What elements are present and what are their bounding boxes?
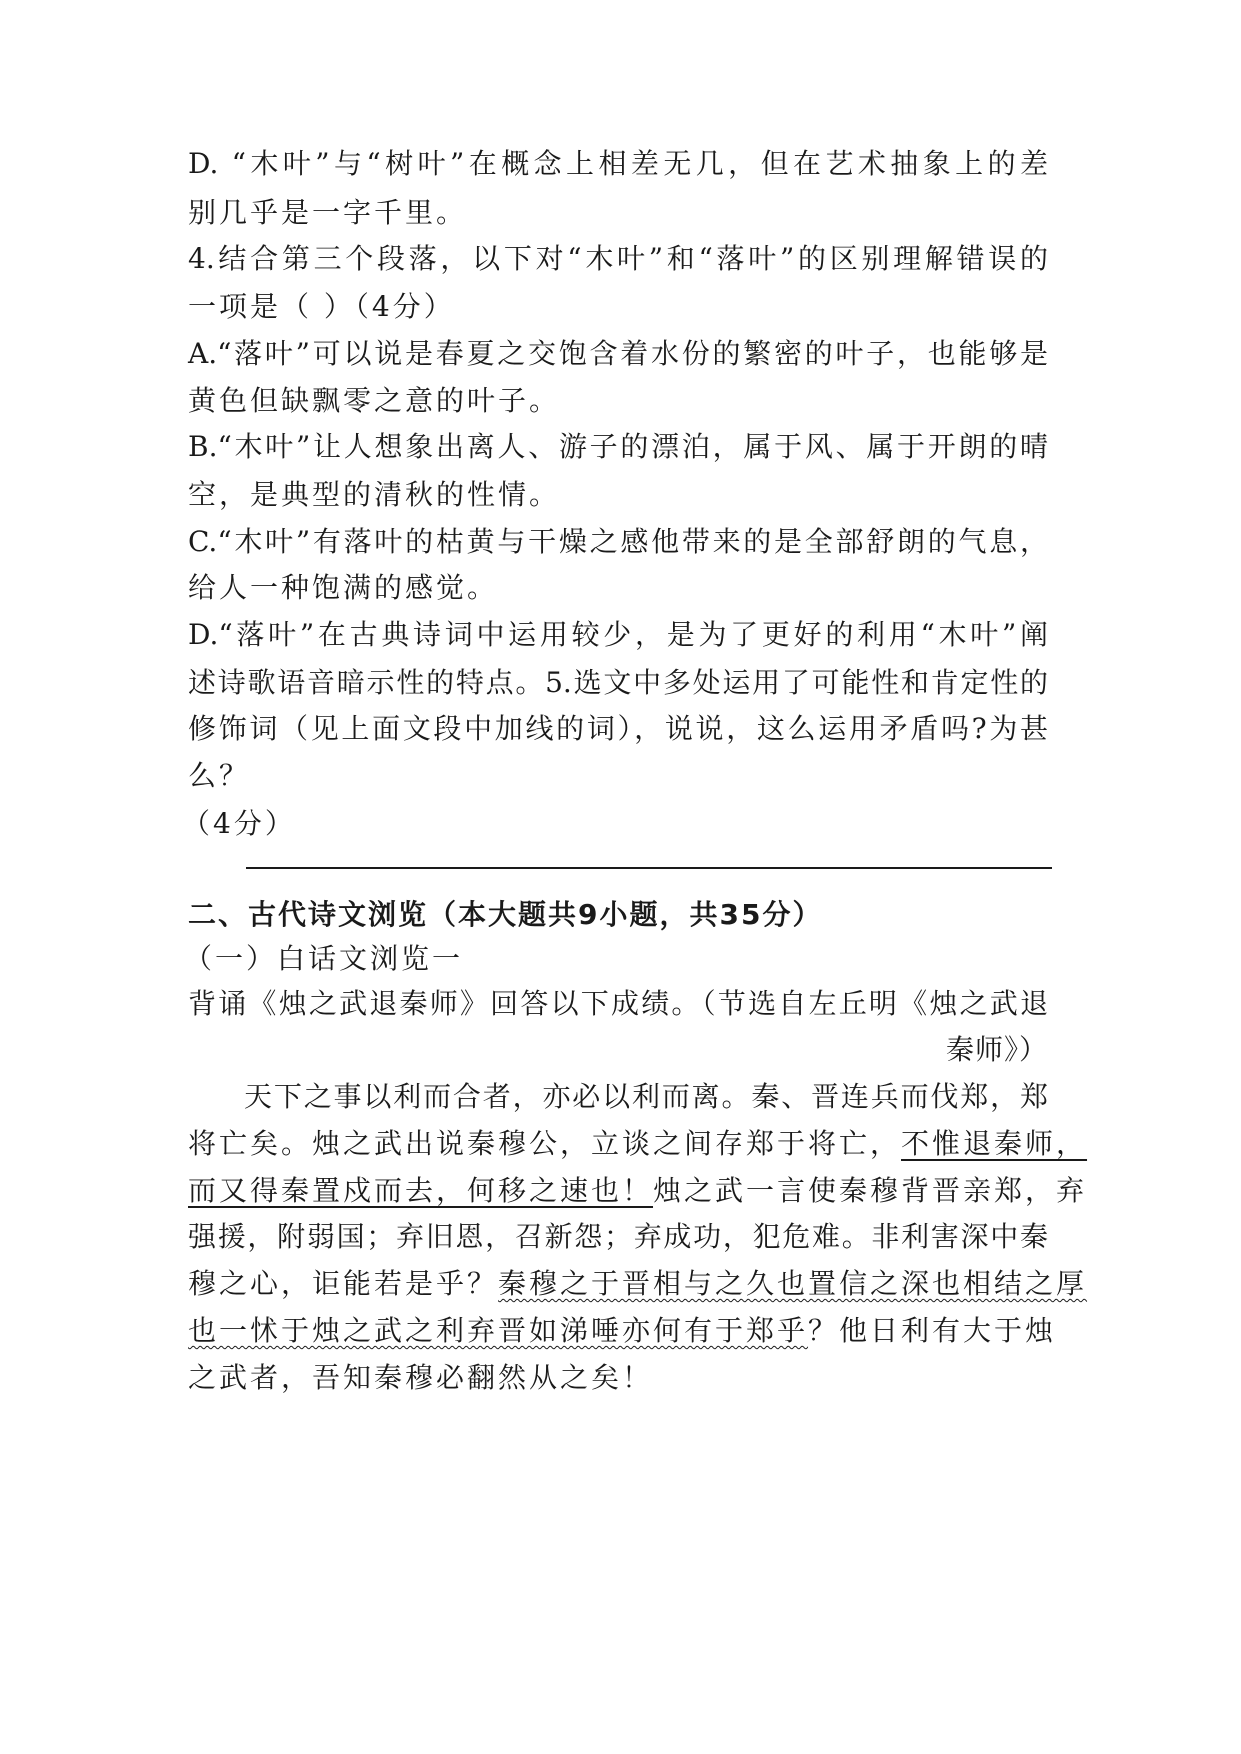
q4-stem-line2: 一项是（ ）（4分）: [188, 290, 455, 323]
passage-line4: 强援，附弱国；弃旧恩，召新怨；弃成功，犯危难。非利害深中秦: [188, 1220, 1048, 1253]
passage-line7: 之武者，吾知秦穆必翻然从之矣！: [188, 1361, 654, 1394]
section2-intro-line1: 背诵《烛之武退秦师》回答以下成绩。（节选自左丘明《烛之武退: [188, 987, 1048, 1020]
wavy-underlined-phrase-a: 秦穆之于晋相与之久也置信之深也相结之厚: [498, 1267, 1088, 1300]
section2-subheading: （一）白话文浏览一: [184, 942, 464, 975]
q4-option-d-line2-q5-start: 述诗歌语音暗示性的特点。5.选文中多处运用了可能性和肯定性的: [188, 666, 1048, 699]
passage-line2-text: 将亡矣。烛之武出说秦穆公，立谈之间存郑于将亡，: [188, 1127, 902, 1160]
q5-stem-line3: 修饰词（见上面文段中加线的词），说说，这么运用矛盾吗?为甚: [188, 712, 1048, 745]
passage-line1: 天下之事以利而合者，亦必以利而离。秦、晋连兵而伐郑，郑: [244, 1080, 1048, 1113]
underlined-phrase-1b: 而又得秦置戍而去，何移之速也！: [188, 1174, 654, 1207]
q4-option-c-line1: C.“木叶”有落叶的枯黄与干燥之感他带来的是全部舒朗的气息，: [188, 525, 1048, 558]
q4-stem-line1: 4.结合第三个段落，以下对“木叶”和“落叶”的区别理解错误的: [188, 242, 1048, 275]
passage-line5-text: 穆之心，讵能若是乎？: [188, 1267, 499, 1300]
passage-line6-text: ？他日利有大于烛: [808, 1314, 1057, 1347]
q3-option-d-line1: D. “木叶”与“树叶”在概念上相差无几，但在艺术抽象上的差: [188, 147, 1048, 180]
section2-heading: 二、古代诗文浏览（本大题共9小题，共35分）: [188, 898, 823, 931]
passage-line2: [188, 1126, 1088, 1162]
q4-option-b-line1: B.“木叶”让人想象出离人、游子的漂泊，属于风、属于开朗的晴: [188, 430, 1048, 463]
passage-line5: [188, 1266, 1088, 1302]
q4-option-d-line1: D.“落叶”在古典诗词中运用较少，是为了更好的利用“木叶”阐: [188, 618, 1048, 651]
q5-answer-line[interactable]: [246, 867, 1052, 869]
q4-option-a-line2: 黄色但缺飘零之意的叶子。: [188, 384, 561, 417]
q4-option-b-line2: 空，是典型的清秋的性情。: [188, 478, 561, 511]
q4-option-a-line1: A.“落叶”可以说是春夏之交饱含着水份的繁密的叶子，也能够是: [188, 337, 1048, 370]
passage-line3: [188, 1173, 1088, 1209]
q5-stem-line4: 么？: [188, 759, 251, 792]
passage-line6: [188, 1313, 1057, 1349]
underlined-phrase-1a: 不惟退秦师，: [901, 1127, 1088, 1160]
section2-intro-line2: 秦师》）: [945, 1033, 1048, 1066]
wavy-underlined-phrase-b: 也一怵于烛之武之利弃晋如涕唾亦何有于郑乎: [188, 1314, 809, 1347]
q5-points: （4分）: [182, 807, 296, 840]
q4-option-c-line2: 给人一种饱满的感觉。: [188, 571, 499, 604]
q3-option-d-line2: 别几乎是一字千里。: [188, 196, 468, 229]
passage-line3-text: 烛之武一言使秦穆背晋亲郑，弃: [653, 1174, 1088, 1207]
